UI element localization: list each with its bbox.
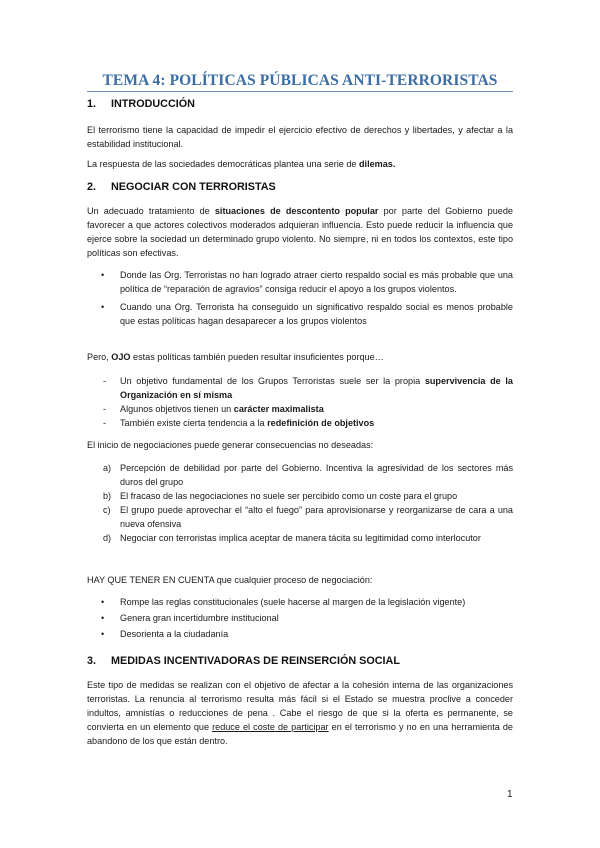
section-3-title: MEDIDAS INCENTIVADORAS DE REINSERCIÓN SOCIAL: [111, 655, 400, 667]
dash-marker: -: [103, 376, 107, 386]
bold-term: situaciones de descontento popular: [214, 206, 379, 216]
section-1-title: INTRODUCCIÓN: [111, 98, 195, 110]
list-item-text: Un objetivo fundamental de los Grupos Terroristas suele ser la propia: [120, 376, 425, 386]
paragraph-text: en el terrorismo y no en una herramienta de abandono de los que están dentro.: [87, 722, 513, 746]
section-2-number: 2.: [87, 181, 97, 193]
list-item-text: Rompe las reglas constitucionales (suele hacerse al margen de la legislación vigente): [120, 597, 466, 607]
bullet-icon: •: [101, 597, 105, 607]
dash-list: [87, 374, 513, 430]
bullet-icon: •: [101, 613, 105, 623]
list-item: [87, 489, 513, 503]
section-2-paragraph-1: [87, 204, 513, 260]
list-item: [87, 268, 513, 296]
underlined-phrase: reduce el coste de participar: [212, 722, 329, 732]
list-item: [87, 402, 513, 416]
section-3-heading: [87, 655, 400, 667]
paragraph-text: Pero,: [87, 352, 112, 362]
bullet-list-1: [87, 268, 513, 328]
list-item: [87, 531, 513, 545]
paragraph-text: La respuesta de las sociedades democráticas plantea una serie de: [87, 159, 359, 169]
bold-term-dilemas: dilemas.: [358, 159, 396, 169]
list-item-text: Algunos objetivos tienen un: [120, 404, 234, 414]
section-1-paragraph-2: [87, 157, 513, 171]
section-2-paragraph-2: [87, 350, 513, 364]
section-1-heading: [87, 98, 195, 110]
section-3-paragraph-1: [87, 678, 513, 748]
paragraph-text: Un adecuado tratamiento de: [87, 206, 215, 216]
page-title: TEMA 4: POLÍTICAS PÚBLICAS ANTI-TERRORISTAS: [102, 72, 498, 89]
section-1-number: 1.: [87, 98, 97, 110]
section-2-paragraph-3: El inicio de negociaciones puede generar consecuencias no deseadas:: [87, 440, 374, 450]
list-marker: d): [103, 533, 112, 543]
list-item-text: Percepción de debilidad por parte del Gobierno. Incentiva la agresividad de los sectores más duros del grupo: [120, 463, 513, 487]
list-marker: a): [103, 463, 112, 473]
list-item-text: El grupo puede aprovechar el “alto el fuego” para aprovisionarse y reorganizarse de cara a una nueva ofensiva: [120, 505, 513, 529]
list-item: [87, 611, 513, 625]
list-item-text: Negociar con terroristas implica aceptar de manera tácita su legitimidad como interlocutor: [120, 533, 481, 543]
section-2-heading: [87, 181, 276, 193]
list-item: [87, 416, 513, 430]
paragraph-text: estas políticas también pueden resultar insuficientes porque…: [130, 352, 384, 362]
bullet-icon: •: [101, 302, 105, 312]
paragraph-text: por parte del Gobierno puede favorecer a que actores colectivos moderados adquieran influencia. Esto puede reducir la influencia que ejerce sobre la sociedad un determinado grupo violento. No siempre, ni en todos los contextos, este tipo políticas son efectivas.: [87, 206, 513, 258]
list-item: [87, 627, 513, 641]
list-item-text: Donde las Org. Terroristas no han logrado atraer cierto respaldo social es más probable que una política de “reparación de agravios” consiga reducir el apoyo a los grupos violentos.: [120, 270, 513, 294]
list-item: [87, 503, 513, 531]
list-item: [87, 374, 513, 402]
list-item: [87, 300, 513, 328]
page-number: 1: [507, 789, 513, 800]
alpha-list: [87, 461, 513, 545]
list-item-text: El fracaso de las negociaciones no suele ser percibido como un coste para el grupo: [120, 491, 458, 501]
paragraph-text: Este tipo de medidas se realizan con el objetivo de afectar a la cohesión interna de las organizaciones terroristas. La renuncia al terrorismo resulta más fácil si el Estado se muestra proclive a conceder indultos, amnistías o reducciones de pena . Cabe el riesgo de que si la oferta es permanente, se convierta en un elemento que: [87, 680, 513, 732]
bold-term: redefinición de objetivos: [267, 418, 375, 428]
list-marker: b): [103, 491, 112, 501]
list-item-text: Genera gran incertidumbre institucional: [120, 613, 279, 623]
bold-term: supervivencia de la Organización en sí misma: [120, 376, 513, 400]
bullet-icon: •: [101, 629, 105, 639]
section-3-number: 3.: [87, 655, 97, 667]
dash-marker: -: [103, 418, 107, 428]
section-1-paragraph-1: El terrorismo tiene la capacidad de impedir el ejercicio efectivo de derechos y libertades, y afectar a la estabilidad institucional.: [87, 125, 513, 149]
bold-term: carácter maximalista: [233, 404, 324, 414]
title-underline-rule: [87, 91, 513, 92]
list-item-text: Desorienta a la ciudadanía: [120, 629, 229, 639]
section-2-title: NEGOCIAR CON TERRORISTAS: [111, 181, 276, 193]
list-marker: c): [103, 505, 111, 515]
dash-marker: -: [103, 404, 107, 414]
list-item-text: Cuando una Org. Terrorista ha conseguido un significativo respaldo social es menos probable que estas políticas hagan desaparecer a los grupos violentos: [120, 302, 513, 326]
bullet-list-2: [87, 595, 513, 641]
section-2-paragraph-4: HAY QUE TENER EN CUENTA que cualquier proceso de negociación:: [87, 575, 373, 585]
bold-term-ojo: OJO: [111, 352, 131, 362]
list-item: [87, 461, 513, 489]
bullet-icon: •: [101, 270, 105, 280]
list-item-text: También existe cierta tendencia a la: [120, 418, 268, 428]
list-item: [87, 595, 513, 609]
